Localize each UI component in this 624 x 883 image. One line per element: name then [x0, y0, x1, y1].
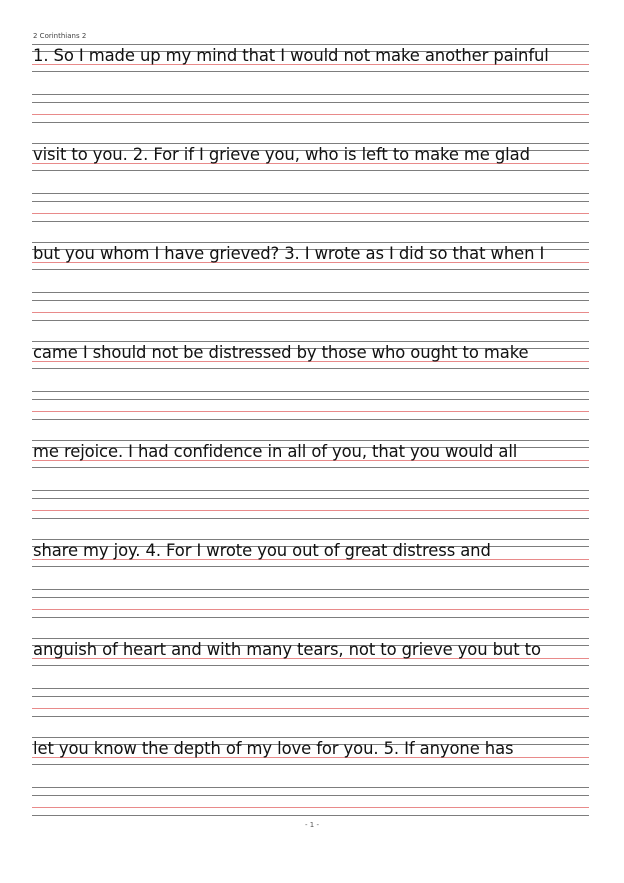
rule-line [32, 201, 589, 202]
writing-block [32, 737, 589, 823]
rule-line [32, 242, 589, 243]
rule-line [32, 44, 589, 45]
rule-line [32, 795, 589, 796]
rule-line [32, 341, 589, 342]
rule-line [32, 399, 589, 400]
rule-line [32, 589, 589, 590]
rule-line [32, 320, 589, 321]
rule-line [32, 815, 589, 816]
rule-line [32, 440, 589, 441]
rule-line [32, 94, 589, 95]
rule-line [32, 665, 589, 666]
writing-block [32, 242, 589, 328]
rule-line [32, 518, 589, 519]
rule-line [32, 193, 589, 194]
rule-line [32, 122, 589, 123]
rule-line [32, 269, 589, 270]
rule-line [32, 498, 589, 499]
writing-block [32, 638, 589, 724]
baseline-rule [32, 411, 589, 412]
rule-line [32, 391, 589, 392]
writing-block [32, 440, 589, 526]
writing-block [32, 341, 589, 427]
baseline-rule [32, 114, 589, 115]
rule-line [32, 143, 589, 144]
baseline-rule [32, 312, 589, 313]
baseline-rule [32, 807, 589, 808]
scripture-line: 1. So I made up my mind that I would not make another painful [33, 46, 549, 65]
scripture-line: visit to you. 2. For if I grieve you, who is left to make me glad [33, 145, 530, 164]
rule-line [32, 764, 589, 765]
rule-line [32, 638, 589, 639]
rule-line [32, 490, 589, 491]
rule-line [32, 597, 589, 598]
scripture-line: came I should not be distressed by those who ought to make [33, 343, 529, 362]
rule-line [32, 539, 589, 540]
page-number: - 1 - [305, 821, 319, 829]
rule-line [32, 71, 589, 72]
rule-line [32, 737, 589, 738]
rule-line [32, 566, 589, 567]
scripture-line: let you know the depth of my love for you. 5. If anyone has [33, 739, 514, 758]
rule-line [32, 221, 589, 222]
rule-line [32, 292, 589, 293]
scripture-line: but you whom I have grieved? 3. I wrote as I did so that when I [33, 244, 545, 263]
baseline-rule [32, 213, 589, 214]
rule-line [32, 688, 589, 689]
rule-line [32, 368, 589, 369]
scripture-line: anguish of heart and with many tears, not to grieve you but to [33, 640, 541, 659]
rule-line [32, 300, 589, 301]
rule-line [32, 617, 589, 618]
rule-line [32, 170, 589, 171]
rule-line [32, 102, 589, 103]
rule-line [32, 696, 589, 697]
rule-line [32, 467, 589, 468]
scripture-line: me rejoice. I had confidence in all of you, that you would all [33, 442, 518, 461]
writing-block [32, 143, 589, 229]
rule-line [32, 419, 589, 420]
baseline-rule [32, 708, 589, 709]
baseline-rule [32, 609, 589, 610]
rule-line [32, 787, 589, 788]
rule-line [32, 716, 589, 717]
scripture-line: share my joy. 4. For I wrote you out of great distress and [33, 541, 491, 560]
writing-block [32, 44, 589, 130]
practice-sheet [32, 0, 589, 820]
writing-block [32, 539, 589, 625]
baseline-rule [32, 510, 589, 511]
document-header: 2 Corinthians 2 [33, 32, 87, 40]
